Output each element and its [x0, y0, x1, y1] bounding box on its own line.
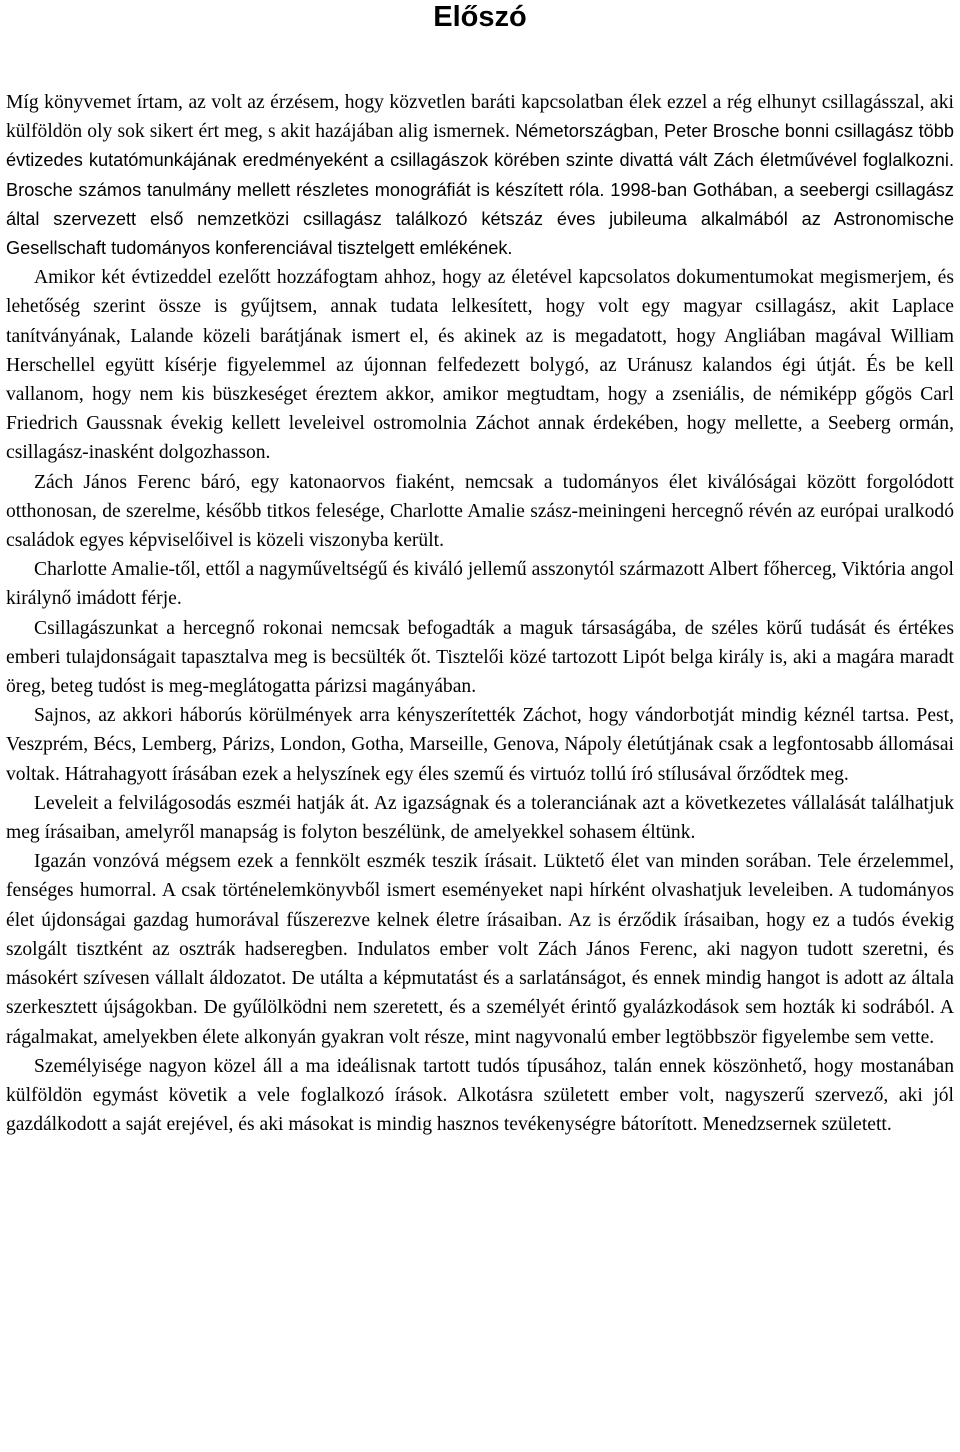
paragraph-1 — [6, 88, 954, 263]
paragraph-1-sans-text: Németországban, Peter Brosche bonni csillagász több évtizedes kutatómunkájának eredményeként a csillagászok körében szinte divattá vált Zách életművével foglalkozni. Brosche számos tanulmány mellett részletes monográfiát is készített róla. 1998-ban Gothában, a seebergi csillagász által szervezett első nemzetközi csillagász találkozó kétszáz éves jubileuma alkalmából az Astronomische Gesellschaft tudományos konferenciával tisztelgett emlékének. — [6, 121, 954, 259]
paragraph-9: Személyisége nagyon közel áll a ma ideálisnak tartott tudós típusához, talán ennek köszönhető, hogy mostanában külföldön egymást követik a vele foglalkozó írások. Alkotásra született ember volt, nagyszerű szervező, aki jól gazdálkodott a saját erejével, és aki másokat is mindig hasznos tevékenységre bátorított. Menedzsernek született. — [6, 1055, 954, 1136]
page-title: Előszó — [433, 1, 527, 33]
body-text — [6, 88, 954, 1139]
paragraph-4: Charlotte Amalie-től, ettől a nagyműveltségű és kiváló jellemű asszonytól származott Albert főherceg, Viktória angol királynő imádott férje. — [6, 559, 954, 610]
paragraph-8: Igazán vonzóvá mégsem ezek a fennkölt eszmék teszik írásait. Lüktető élet van minden sorában. Tele érzelemmel, fenséges humorral. A csak történelemkönyvből ismert eseményeket napi hírként olvashatjuk leveleiben. A tudományos élet újdonságai gazdag humorával fűszerezve kelnek életre írásaiban. Az is érződik írásaiban, hogy ez a tudós évekig szolgált tisztként az osztrák hadseregben. Indulatos ember volt Zách János Ferenc, aki nagyon tudott szeretni, és másokért szívesen vállalt áldozatot. De utálta a képmutatást és a sarlatánságot, és ennek mindig hangot is adott az általa szerkesztett újságokban. De gyűlölködni nem szeretett, és a személyét érintő gyalázkodások sem hozták ki sodrából. A rágalmakat, amelyekben élete alkonyán gyakran volt része, mint nagyvonalú ember legtöbbször figyelembe sem vette. — [6, 851, 954, 1048]
paragraph-3: Zách János Ferenc báró, egy katonaorvos fiaként, nemcsak a tudományos élet kiválóságai között forgolódott otthonosan, de szerelme, később titkos felesége, Charlotte Amalie szász-meiningeni hercegnő révén az európai uralkodó családok egyes képviselőivel is közeli viszonyba került. — [6, 471, 954, 552]
paragraph-6: Sajnos, az akkori háborús körülmények arra kényszerítették Záchot, hogy vándorbotját mindig kéznél tartsa. Pest, Veszprém, Bécs, Lemberg, Párizs, London, Gotha, Marseille, Genova, Nápoly életútjának csak a legfontosabb állomásai voltak. Hátrahagyott írásában ezek a helyszínek egy éles szemű és virtuóz tollú író stílusával őrződtek meg. — [6, 705, 954, 785]
paragraph-2: Amikor két évtizeddel ezelőtt hozzáfogtam ahhoz, hogy az életével kapcsolatos dokumentumokat megismerjem, és lehetőség szerint össze is gyűjtsem, annak tudata lelkesített, hogy volt egy magyar csillagász, akit Laplace tanítványának, Lalande közeli barátjának ismert el, és akinek az is megadatott, hogy Angliában magával William Herschellel együtt kísérje figyelemmel az újonnan felfedezett bolygó, az Uránusz kalandos égi útját. És be kell vallanom, hogy nem kis büszkeséget éreztem akkor, amikor megtudtam, hogy a zseniális, de némiképp gőgös Carl Friedrich Gaussnak évekig kellett leveleivel ostromolnia Záchot annak érdekében, hogy mellette, a Seeberg ormán, csillagász-inasként dolgozhasson. — [6, 267, 954, 464]
paragraph-7: Leveleit a felvilágosodás eszméi hatják át. Az igazságnak és a toleranciának azt a következetes vállalását találhatjuk meg írásaiban, amelyről manapság is folyton beszélünk, de amelyekkel sohasem éltünk. — [6, 792, 954, 844]
paragraph-1-lead: Míg könyvemet írtam, az volt az érzésem, hogy közvetlen baráti kapcsolatban élek ezzel a rég elhunyt csillagásszal, aki külföldön oly sok sikert ért meg, s akit hazájában alig ismernek. — [6, 92, 954, 143]
paragraph-5: Csillagászunkat a hercegnő rokonai nemcsak befogadták a maguk társaságába, de széles körű tudását és értékes emberi tulajdonságait tapasztalva meg is becsülték őt. Tisztelői közé tartozott Lipót belga király is, aki a magára maradt öreg, beteg tudóst is meg-meglátogatta párizsi magányában. — [6, 617, 954, 698]
